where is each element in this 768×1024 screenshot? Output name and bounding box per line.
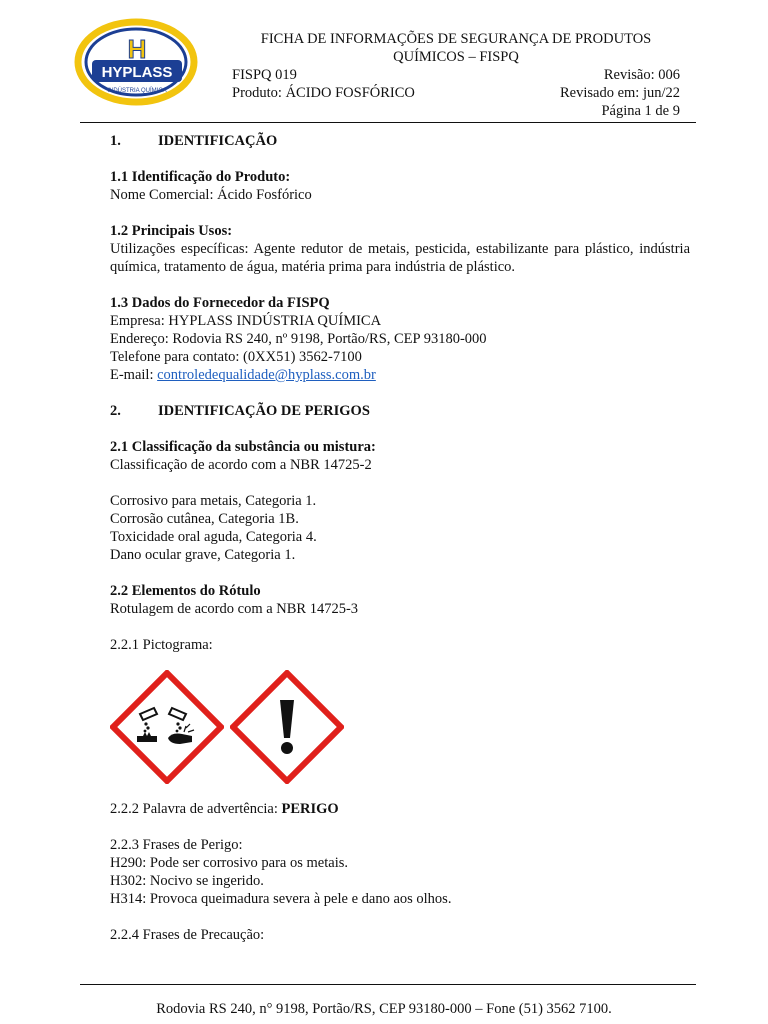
supplier-email-line [110, 366, 690, 384]
precaution-phrases-label: 2.2.4 Frases de Precaução: [110, 927, 265, 943]
page-number: Página 1 de 9 [601, 103, 680, 119]
section-1-title: IDENTIFICAÇÃO [158, 133, 278, 149]
email-label: E-mail: [110, 367, 158, 383]
document-body [110, 132, 690, 944]
hazard-phrase: H290: Pode ser corrosivo para os metais. [110, 855, 348, 871]
section-1-heading [110, 132, 690, 150]
uses-text: Utilizações específicas: Agente redutor de metais, pesticida, estabilizante para plástico, indústria química, tratamento de água, matéria prima para indústria de plástico. [110, 241, 690, 275]
revised-date: Revisado em: jun/22 [559, 85, 680, 101]
logo-tagline: INDÚSTRIA QUÍMICA [107, 88, 167, 94]
product-name: Produto: ÁCIDO FOSFÓRICO [232, 85, 415, 101]
subsection-2-1-title: 2.1 Classificação da substância ou mistura: [110, 439, 376, 455]
classification-standard: Classificação de acordo com a NBR 14725-2 [110, 457, 372, 473]
corrosion-icon [110, 670, 224, 784]
classification-item: Dano ocular grave, Categoria 1. [110, 547, 296, 563]
signal-word-line [110, 800, 690, 818]
supplier-phone: Telefone para contato: (0XX51) 3562-7100 [110, 349, 362, 365]
doc-code: FISPQ 019 [232, 67, 297, 83]
classification-item: Toxicidade oral aguda, Categoria 4. [110, 529, 317, 545]
footer-divider [80, 984, 696, 985]
title-line-1: FICHA DE INFORMAÇÕES DE SEGURANÇA DE PRODUTOS [260, 31, 652, 47]
footer-address: Rodovia RS 240, n° 9198, Portão/RS, CEP 93180-000 – Fone (51) 3562 7100. [156, 1001, 612, 1017]
pictogram-row [110, 670, 690, 784]
subsection-2-2-title: 2.2 Elementos do Rótulo [110, 583, 261, 599]
header-divider [80, 122, 696, 123]
labeling-standard: Rotulagem de acordo com a NBR 14725-3 [110, 601, 359, 617]
signal-word-label: 2.2.2 Palavra de advertência: [110, 801, 282, 817]
logo-brand: HYPLASS [101, 64, 173, 81]
classification-item: Corrosão cutânea, Categoria 1B. [110, 511, 299, 527]
document-title [200, 30, 712, 66]
subsection-1-1-title: 1.1 Identificação do Produto: [110, 169, 291, 185]
section-1-number: 1. [110, 133, 121, 149]
section-2-number: 2. [110, 403, 121, 419]
company-logo [72, 14, 202, 110]
hazard-phrases-label: 2.2.3 Frases de Perigo: [110, 837, 243, 853]
classification-item: Corrosivo para metais, Categoria 1. [110, 493, 317, 509]
section-2-title: IDENTIFICAÇÃO DE PERIGOS [158, 403, 370, 419]
subsection-1-2-title: 1.2 Principais Usos: [110, 223, 233, 239]
subsection-1-3-title: 1.3 Dados do Fornecedor da FISPQ [110, 295, 330, 311]
product-commercial-name: Nome Comercial: Ácido Fosfórico [110, 187, 312, 203]
pictogram-label: 2.2.1 Pictograma: [110, 637, 213, 653]
section-2-heading [110, 402, 690, 420]
supplier-company: Empresa: HYPLASS INDÚSTRIA QUÍMICA [110, 313, 382, 329]
signal-word: PERIGO [281, 801, 339, 817]
revision: Revisão: 006 [603, 67, 680, 83]
email-link[interactable]: controledequalidade@hyplass.com.br [157, 367, 376, 383]
exclamation-mark-icon [230, 670, 344, 784]
hazard-phrase: H314: Provoca queimadura severa à pele e dano aos olhos. [110, 891, 452, 907]
logo-letter: H [127, 34, 147, 64]
hazard-phrase: H302: Nocivo se ingerido. [110, 873, 264, 889]
title-line-2: QUÍMICOS – FISPQ [393, 49, 519, 65]
supplier-address: Endereço: Rodovia RS 240, nº 9198, Portão/RS, CEP 93180-000 [110, 331, 487, 347]
